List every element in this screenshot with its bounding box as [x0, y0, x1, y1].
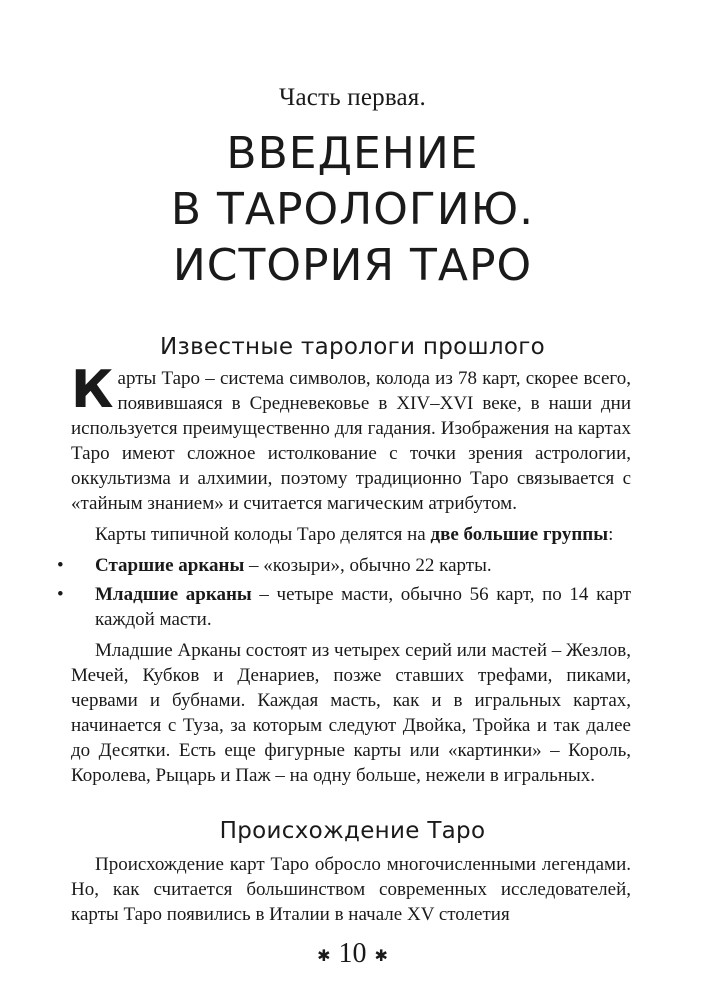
page-number: 10: [338, 938, 367, 969]
section-heading-famous-tarologists: Известные тарологи прошлого: [160, 334, 545, 360]
section-body-2: [71, 852, 631, 927]
origin-paragraph: Происхождение карт Таро обросло многочисленными легендами. Но, как считается большинством современных исследователей, карты Таро появились в Италии в начале XV столетия: [71, 854, 631, 925]
part-label: Часть первая.: [279, 84, 426, 111]
bullet-icon: •: [57, 555, 64, 576]
groups-text: Карты типичной колоды Таро делятся на: [95, 524, 431, 545]
list-item-text: – «козыри», обычно 22 карты.: [244, 555, 492, 576]
chapter-title-line-3: ИСТОРИЯ ТАРО: [172, 240, 533, 291]
list-item-bold: Младшие арканы: [95, 584, 252, 605]
list-item-bold: Старшие арканы: [95, 555, 245, 576]
list-item: [57, 553, 631, 578]
minor-arcana-paragraph: Младшие Арканы состоят из четырех серий или мастей – Жезлов, Мечей, Кубков и Денариев, позже ставших трефами, пиками, червами и бубнами. Каждая масть, как и в игральных картах, начинается с Туза, за которым следуют Двойка, Тройка и так далее до Десятки. Есть еще фигурные карты или «картинки» – Король, Королева, Рыцарь и Паж – на одну больше, нежели в игральных.: [71, 640, 631, 786]
chapter-title-line-2: В ТАРОЛОГИЮ.: [170, 184, 535, 235]
drop-cap: К: [71, 360, 114, 420]
section-body-1: [57, 360, 631, 788]
list-item: [57, 582, 631, 632]
ornament-right-icon: ✱: [374, 947, 388, 965]
intro-paragraph: [71, 360, 631, 516]
intro-paragraph-text: арты Таро – система символов, колода из 78 карт, скорее всего, появившаяся в Средневековье в XIV–XVI веке, в наши дни используется преимущественно для гадания. Изображения на картах Таро имеют сложное истолкование с точки зрения астрологии, оккультизма и алхимии, поэтому традиционно Таро связывается с «тайным знанием» и считается магическим атрибутом.: [71, 368, 631, 514]
groups-colon: :: [608, 524, 614, 545]
arcana-list: [57, 553, 631, 632]
groups-paragraph: [71, 522, 631, 547]
chapter-title: [0, 126, 705, 294]
ornament-left-icon: ✱: [317, 947, 331, 965]
list-item-text: – четыре масти, обычно 56 карт, по 14 карт каждой масти.: [95, 584, 631, 630]
bullet-icon: •: [57, 584, 64, 605]
section-heading-tarot-origin: Происхождение Таро: [219, 818, 486, 844]
chapter-title-line-1: ВВЕДЕНИЕ: [226, 128, 479, 179]
groups-bold-text: две большие группы: [430, 524, 609, 545]
page-footer: [0, 938, 705, 970]
